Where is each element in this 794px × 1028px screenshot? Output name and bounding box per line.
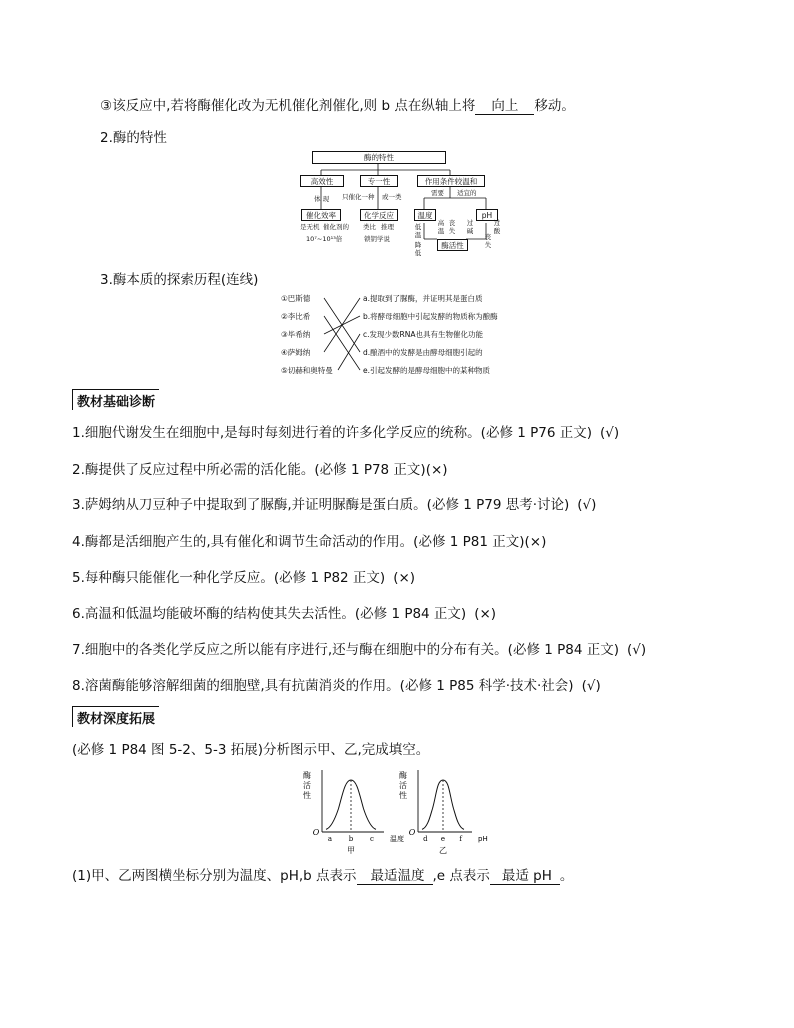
diag-item-7-mark: (√) [627, 642, 647, 658]
chart-1-origin: O [312, 828, 320, 837]
diag-item-3 [72, 493, 596, 513]
chart-2-ylabel-char: 酶 [399, 771, 407, 780]
diag-item-5-mark: (×) [393, 570, 416, 586]
person-1: ①巴斯德 [281, 294, 311, 303]
diag-item-8 [72, 674, 601, 694]
diag-item-6-text: 6.高温和低温均能破坏酶的结构使其失去活性。(必修 1 P84 正文) [72, 606, 467, 622]
diag-item-7-text: 7.细胞中的各类化学反应之所以能有序进行,还与酶在细胞中的分布有关。(必修 1 P84 正文) [72, 642, 619, 658]
diag-item-8-mark: (√) [581, 678, 601, 694]
chart-2-origin: O [408, 828, 416, 837]
fact-e: e.引起发酵的是酵母细胞中的某种物质 [363, 366, 490, 375]
chart-1-tick-a: a [327, 835, 333, 843]
item-3-tail: 移动。 [534, 98, 575, 114]
diag-item-1-text: 1.细胞代谢发生在细胞中,是每时每刻进行着的许多化学反应的统称。(必修 1 P76 正文) [72, 425, 592, 441]
fact-d: d.酿酒中的发酵是由酵母细胞引起的 [363, 348, 483, 357]
diag-item-3-text: 3.萨姆纳从刀豆种子中提取到了脲酶,并证明脲酶是蛋白质。(必修 1 P79 思考·讨论) [72, 497, 570, 513]
node-mild-conditions: 作用条件较温和 [417, 175, 485, 187]
fact-c: c.发现少数RNA也具有生物催化功能 [363, 330, 483, 339]
label-xuyao: 需要 [431, 189, 444, 197]
diag-item-3-mark: (√) [577, 497, 597, 513]
chart-2-tick-f: f [459, 835, 462, 843]
chart-1-ylabel-char: 酶 [303, 771, 311, 780]
person-3: ③毕希纳 [281, 330, 311, 339]
box-temperature: 温度 [414, 209, 436, 221]
fact-a: a.提取到了脲酶，并证明其是蛋白质 [363, 294, 483, 303]
box-chemical-reaction: 化学反应 [360, 209, 398, 221]
ph-loss: 丧失 [484, 233, 492, 249]
label-yizhong: 只催化一种 [342, 193, 375, 201]
diag-item-5 [72, 566, 415, 586]
expansion-q1 [72, 864, 573, 885]
q1-text-b: ,e 点表示 [432, 868, 490, 884]
chart-1-ylabel-char: 活 [303, 781, 311, 790]
diag-item-4 [72, 530, 546, 550]
expansion-tag: 教材深度拓展 [72, 706, 159, 727]
diag-item-2 [72, 458, 448, 478]
enzyme-activity-charts [300, 760, 500, 855]
chart-1-tick-c: c [370, 835, 374, 843]
box-enzyme-activity: 酶活性 [437, 239, 468, 251]
fact-b: b.将酵母细胞中引起发酵的物质称为酿酶 [363, 312, 498, 321]
diag-item-1 [72, 421, 619, 441]
chart-2-xlabel: pH [478, 835, 488, 843]
box-ph: pH [476, 209, 498, 221]
node-high-efficiency: 高效性 [300, 175, 344, 187]
diag-item-8-text: 8.溶菌酶能够溶解细菌的细胞壁,具有抗菌消炎的作用。(必修 1 P85 科学·技术·社会) [72, 678, 574, 694]
chart-2-tick-e: e [440, 835, 446, 843]
section-3-title: 3.酶本质的探索历程(连线) [100, 272, 259, 288]
eff-line1b: 催化剂的 [323, 223, 349, 231]
person-4: ④萨姆纳 [281, 348, 311, 357]
diag-item-7 [72, 638, 646, 658]
diag-item-2-mark: (×) [425, 462, 448, 478]
box-catalytic-efficiency: 催化效率 [301, 209, 341, 221]
q1-blank-2: 最适 pH [490, 864, 560, 885]
chart-1-ylabel-char: 性 [303, 791, 311, 800]
react-line2: 锁钥学说 [364, 235, 390, 243]
ph-over-base: 过碱 [466, 219, 474, 235]
diag-item-4-mark: (×) [524, 534, 547, 550]
temp-high: 高温 [437, 219, 445, 235]
react-line1a: 类比 [363, 223, 376, 231]
diag-item-1-mark: (√) [600, 425, 620, 441]
expansion-intro: (必修 1 P84 图 5-2、5-3 拓展)分析图示甲、乙,完成填空。 [72, 742, 430, 758]
q1-blank-1: 最适温度 [357, 864, 433, 885]
label-yilei: 或一类 [382, 193, 402, 201]
person-5: ⑤切赫和奥特曼 [281, 366, 333, 375]
matching-lines [0, 0, 794, 400]
q1-text-c: 。 [559, 868, 574, 884]
eff-line1a: 是无机 [300, 223, 320, 231]
eff-line2: 10⁷~10¹³倍 [306, 235, 343, 243]
item-3-blank: 向上 [475, 94, 534, 115]
chart-2-name: 乙 [439, 846, 447, 855]
chart-1-tick-b: b [348, 835, 354, 843]
temp-loss: 丧失 [448, 219, 456, 235]
chart-1-name: 甲 [347, 846, 355, 855]
temp-low: 低温 [414, 223, 422, 239]
chart-2-ylabel-char: 活 [399, 781, 407, 790]
diagnosis-tag: 教材基础诊断 [72, 389, 159, 410]
diag-item-6 [72, 602, 496, 622]
chart-2-tick-d: d [423, 835, 428, 843]
diag-item-4-text: 4.酶都是活细胞产生的,具有催化和调节生命活动的作用。(必修 1 P81 正文) [72, 534, 525, 550]
person-2: ②李比希 [281, 312, 311, 321]
diag-item-5-text: 5.每种酶只能催化一种化学反应。(必修 1 P82 正文) [72, 570, 386, 586]
item-3-text: ③该反应中,若将酶催化改为无机催化剂催化,则 b 点在纵轴上将 [100, 98, 476, 114]
temp-down: 降低 [414, 241, 422, 257]
q1-text-a: (1)甲、乙两图横坐标分别为温度、pH,b 点表示 [72, 868, 357, 884]
diag-item-2-text: 2.酶提供了反应过程中所必需的活化能。(必修 1 P78 正文) [72, 462, 426, 478]
ph-over-acid: 过酸 [493, 219, 501, 235]
root-enzyme-properties: 酶的特性 [312, 151, 446, 164]
diag-item-6-mark: (×) [474, 606, 497, 622]
label-tixian: 体 现 [314, 195, 330, 203]
node-specificity: 专一性 [360, 175, 398, 187]
chart-1-xlabel: 温度 [390, 835, 404, 843]
chart-2-ylabel-char: 性 [399, 791, 407, 800]
label-shiyi: 适宜的 [457, 189, 477, 197]
section-2-title: 2.酶的特性 [100, 130, 167, 146]
react-line1b: 推理 [381, 223, 394, 231]
